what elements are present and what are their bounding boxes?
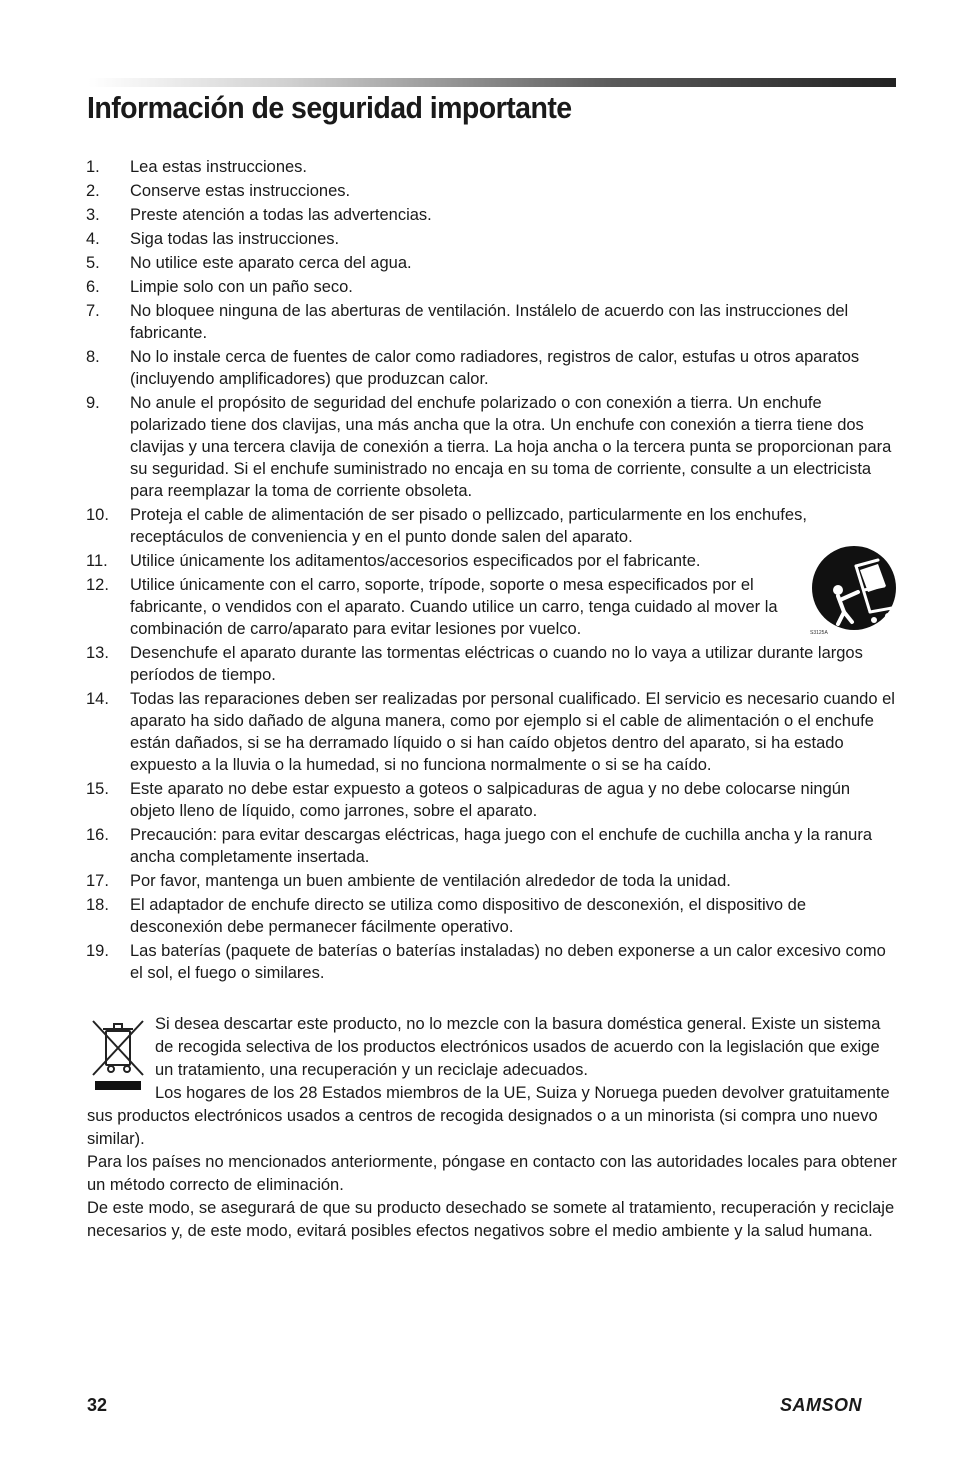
disposal-paragraph: De este modo, se asegurará de que su producto desechado se somete al tratamiento, recuperación y reciclaje necesarios y, de este modo, evitará posibles efectos negativos sobre el medio ambiente y la salud humana. (87, 1199, 895, 1240)
item-text: Preste atención a todas las advertencias. (130, 206, 432, 224)
disposal-notice (87, 1013, 899, 1243)
list-item (86, 574, 898, 640)
item-number: 2. (86, 182, 100, 200)
item-number: 3. (86, 206, 100, 224)
list-item (86, 276, 898, 298)
item-number: 15. (86, 780, 109, 798)
item-number: 12. (86, 576, 109, 594)
page-number: 32 (87, 1395, 108, 1415)
item-text: Este aparato no debe estar expuesto a goteos o salpicaduras de agua y no debe colocarse ningún objeto lleno de líquido, como jarrones, sobre el aparato. (130, 780, 851, 820)
item-text: Utilice únicamente con el carro, soporte, trípode, soporte o mesa especificados por el fabricante, o vendidos con el aparato. Cuando utilice un carro, tenga cuidado al mover la combinación de carro/aparato para evitar lesiones por vuelco. (130, 576, 778, 638)
safety-instructions-list (86, 156, 898, 986)
item-text: Desenchufe el aparato durante las tormentas eléctricas o cuando no lo vaya a utilizar durante largos períodos de tiempo. (130, 644, 863, 684)
item-number: 14. (86, 690, 109, 708)
disposal-paragraph: Los hogares de los 28 Estados miembros de la UE, Suiza y Noruega pueden devolver gratuitamente sus productos electrónicos usados a centros de recogida designados o a un minorista (si compra uno nuevo similar). (87, 1084, 890, 1148)
list-item (86, 688, 898, 776)
page-title: Información de seguridad importante (87, 90, 572, 125)
item-text: Las baterías (paquete de baterías o baterías instaladas) no deben exponerse a un calor excesivo como el sol, el fuego o similares. (130, 942, 886, 982)
item-number: 8. (86, 348, 100, 366)
item-number: 7. (86, 302, 100, 320)
list-item (86, 228, 898, 250)
item-number: 17. (86, 872, 109, 890)
list-item (86, 940, 898, 984)
item-text: Utilice únicamente los aditamentos/accesorios especificados por el fabricante. (130, 552, 701, 570)
item-text: Todas las reparaciones deben ser realizadas por personal cualificado. El servicio es necesario cuando el aparato ha sido dañado de alguna manera, como por ejemplo si el cable de alimentación o el enchufe están dañados, si se ha derramado líquido o si han caído objetos dentro del aparato, si ha estado expuesto a la lluvia o la humedad, si no funciona normalmente o si se ha caído. (130, 690, 895, 774)
list-item (86, 824, 898, 868)
item-text: Por favor, mantenga un buen ambiente de ventilación alrededor de toda la unidad. (130, 872, 731, 890)
list-item (86, 894, 898, 938)
list-item (86, 642, 898, 686)
item-number: 5. (86, 254, 100, 272)
item-number: 16. (86, 826, 109, 844)
item-number: 10. (86, 506, 109, 524)
item-number: 4. (86, 230, 100, 248)
item-text: El adaptador de enchufe directo se utiliza como dispositivo de desconexión, el dispositivo de desconexión debe permanecer fácilmente operativo. (130, 896, 806, 936)
item-number: 1. (86, 158, 100, 176)
item-text: No bloquee ninguna de las aberturas de ventilación. Instálelo de acuerdo con las instrucciones del fabricante. (130, 302, 849, 342)
list-item (86, 346, 898, 390)
disposal-paragraph: Si desea descartar este producto, no lo mezcle con la basura doméstica general. Existe un sistema de recogida selectiva de los productos electrónicos usados de acuerdo con la legislación que exige un tratamiento, una recuperación y un reciclaje adecuados. (155, 1015, 881, 1079)
item-number: 13. (86, 644, 109, 662)
item-number: 11. (86, 552, 108, 570)
item-number: 9. (86, 394, 100, 412)
item-number: 6. (86, 278, 100, 296)
list-item (86, 392, 898, 502)
item-text: No anule el propósito de seguridad del enchufe polarizado o con conexión a tierra. Un enchufe polarizado tiene dos clavijas, una más ancha que la otra. Un enchufe con conexión a tierra tiene dos clavijas y una tercera clavija de conexión a tierra. La hoja ancha o la tercera punta se proporcionan para su seguridad. Si el enchufe suministrado no encaja en su toma de corriente, consulte a un electricista para reemplazar la toma de corriente obsoleta. (130, 394, 892, 500)
list-item (86, 180, 898, 202)
crossed-out-wheelie-bin-icon (87, 1017, 149, 1095)
item-text: Limpie solo con un paño seco. (130, 278, 353, 296)
item-text: Siga todas las instrucciones. (130, 230, 340, 248)
list-item (86, 204, 898, 226)
item-text: No lo instale cerca de fuentes de calor como radiadores, registros de calor, estufas u otros aparatos (incluyendo amplificadores) que produzcan calor. (130, 348, 860, 388)
list-item (86, 252, 898, 274)
item-text: Proteja el cable de alimentación de ser pisado o pellizcado, particularmente en los enchufes, receptáculos de conveniencia y en el punto donde salen del aparato. (130, 506, 807, 546)
list-item (86, 156, 898, 178)
item-text: Conserve estas instrucciones. (130, 182, 351, 200)
list-item (86, 550, 898, 572)
disposal-paragraph: Para los países no mencionados anteriormente, póngase en contacto con las autoridades locales para obtener un método correcto de eliminación. (87, 1153, 897, 1194)
list-item (86, 778, 898, 822)
item-text: No utilice este aparato cerca del agua. (130, 254, 412, 272)
item-number: 18. (86, 896, 109, 914)
header-rule (88, 78, 896, 87)
item-text: Precaución: para evitar descargas eléctricas, haga juego con el enchufe de cuchilla ancha y la ranura ancha completamente insertada. (130, 826, 873, 866)
list-item (86, 870, 898, 892)
list-item (86, 300, 898, 344)
cart-symbol-caption: S3125A (810, 630, 828, 636)
item-text: Lea estas instrucciones. (130, 158, 308, 176)
cart-tip-over-warning-icon (808, 546, 898, 636)
list-item (86, 504, 898, 548)
brand-logo: SAMSON (780, 1395, 863, 1415)
item-number: 19. (86, 942, 109, 960)
